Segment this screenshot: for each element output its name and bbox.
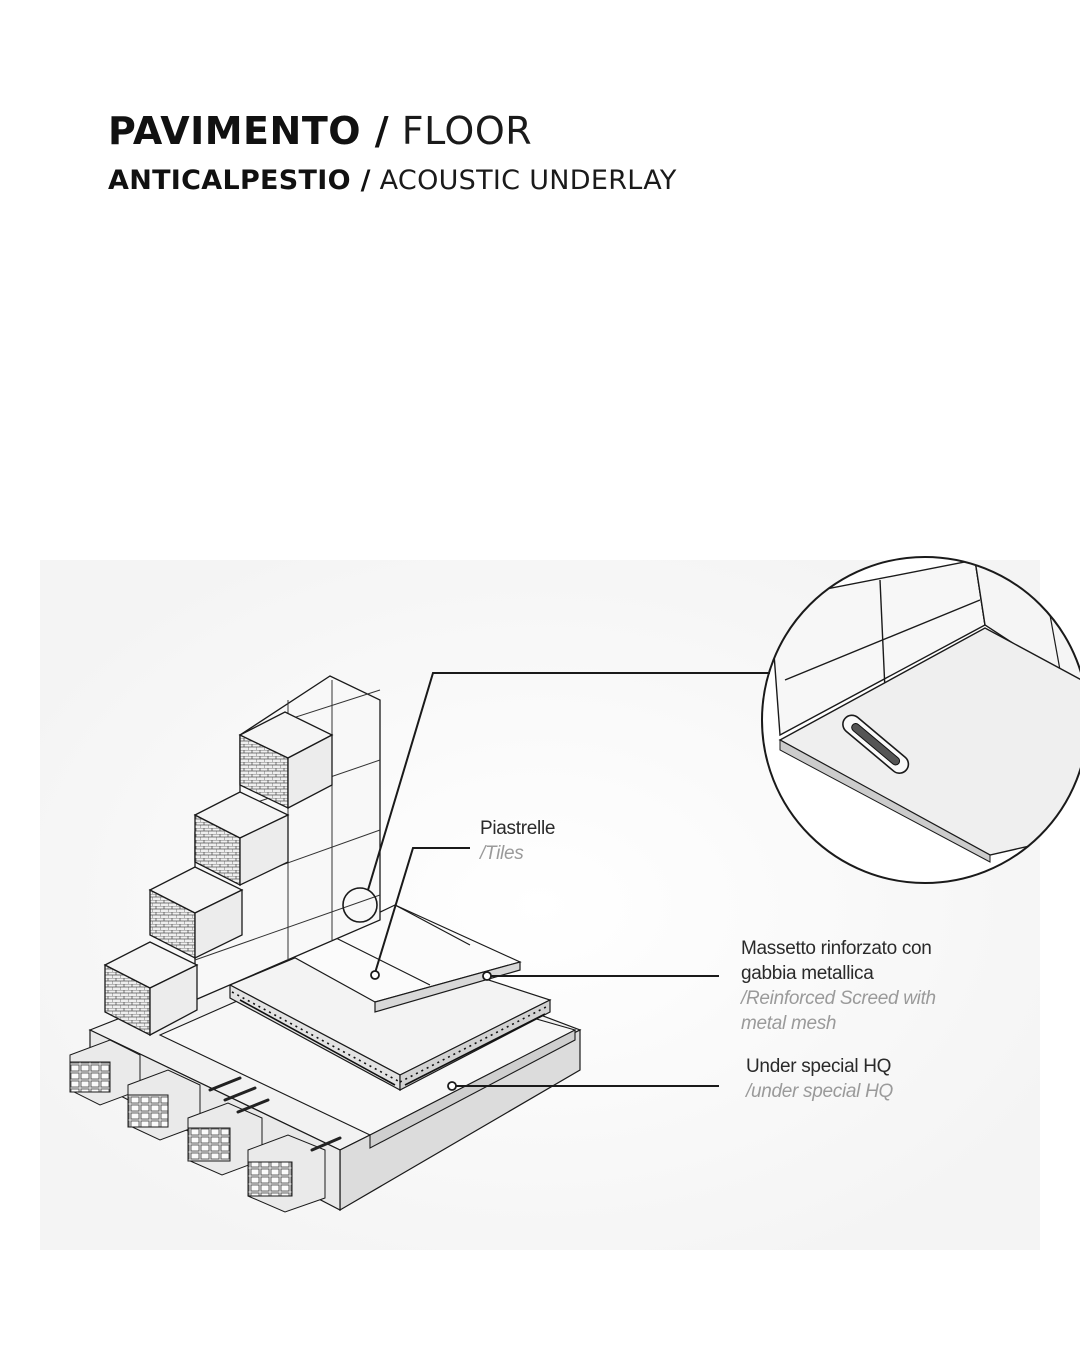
callout-underlay-english: /under special HQ <box>746 1081 893 1102</box>
callout-tiles <box>480 816 555 866</box>
callout-underlay-italian: Under special HQ <box>746 1056 892 1077</box>
title-italian: PAVIMENTO / <box>108 109 390 153</box>
callout-screed-english-1: /Reinforced Screed with <box>741 988 936 1009</box>
callout-underlay <box>746 1054 893 1104</box>
callout-screed-italian-2: gabbia metallica <box>741 963 874 984</box>
subtitle-italian: ANTICALPESTIO / <box>108 165 371 196</box>
callout-screed-italian-1: Massetto rinforzato con <box>741 938 932 959</box>
callout-tiles-italian: Piastrelle <box>480 818 556 839</box>
title-english: FLOOR <box>389 109 533 153</box>
callout-screed <box>741 936 936 1036</box>
callout-screed-english-2: metal mesh <box>741 1013 837 1034</box>
callout-tiles-english: /Tiles <box>480 843 524 864</box>
subtitle-english: ACOUSTIC UNDERLAY <box>370 165 677 196</box>
